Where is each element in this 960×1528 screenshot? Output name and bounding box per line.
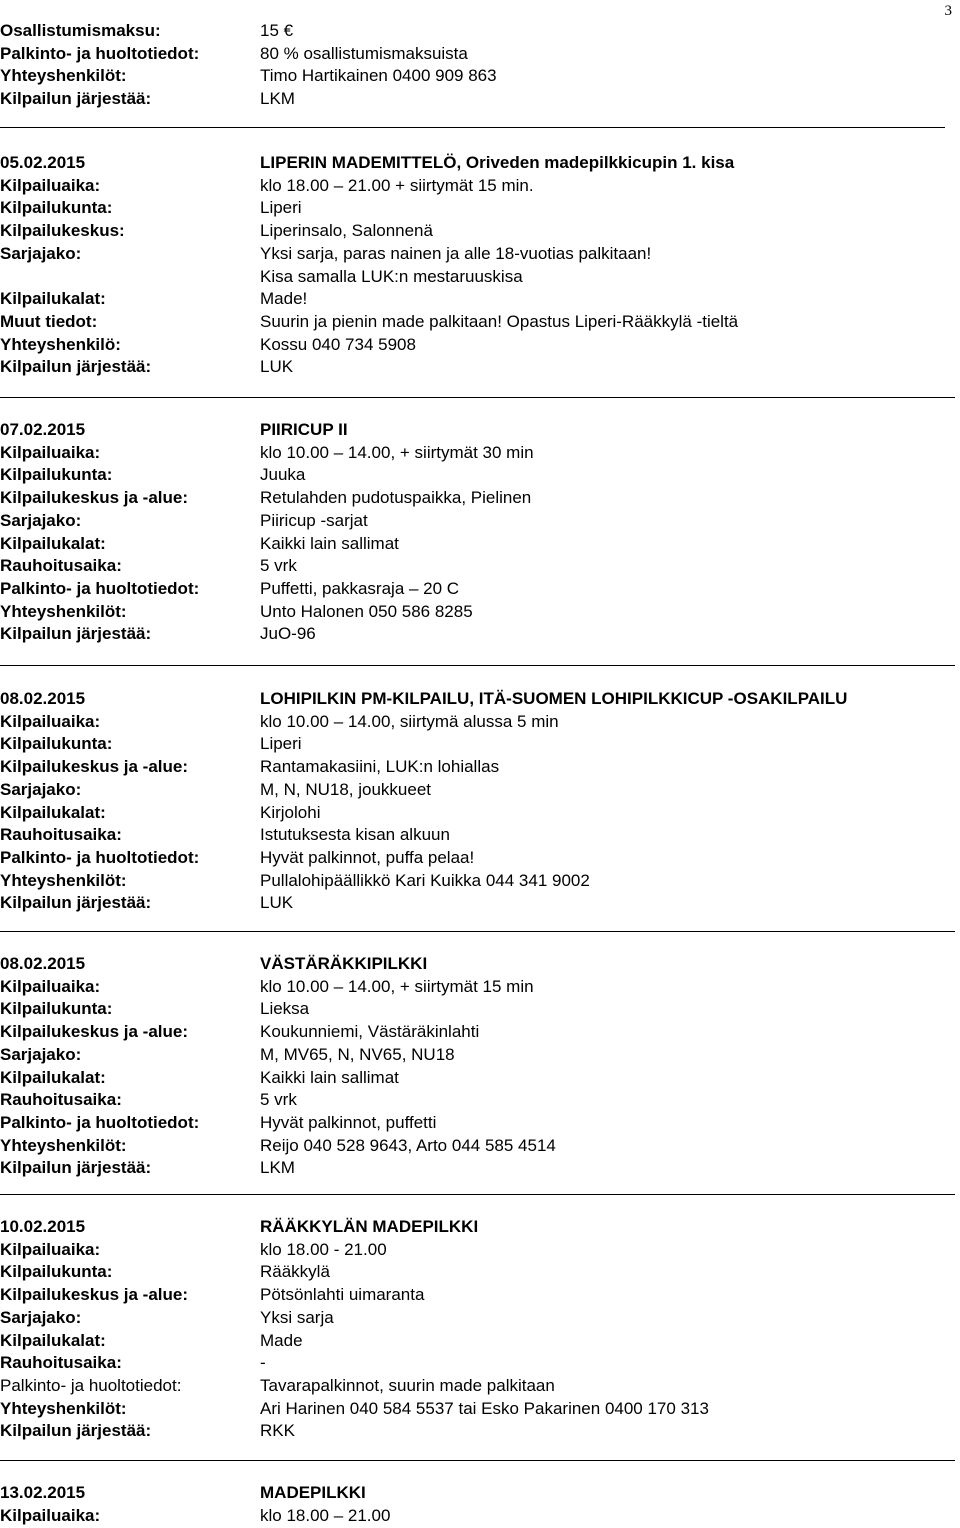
field-row xyxy=(0,1261,330,1284)
field-row xyxy=(0,1067,399,1090)
field-row xyxy=(0,870,590,893)
field-value: 5 vrk xyxy=(260,556,297,576)
field-row xyxy=(0,892,294,915)
field-label: Palkinto- ja huoltotiedot: xyxy=(0,847,200,867)
field-label: Sarjajako: xyxy=(0,510,82,530)
field-row xyxy=(0,20,294,43)
field-row xyxy=(0,1284,425,1307)
field-value: Pullalohipäällikkö Kari Kuikka 044 341 9002 xyxy=(260,870,590,890)
event-heading xyxy=(0,152,735,175)
field-label: Rauhoitusaika: xyxy=(0,1090,122,1110)
section-divider xyxy=(0,665,955,666)
field-label: Palkinto- ja huoltotiedot: xyxy=(0,578,200,598)
field-label: Kilpailukeskus ja -alue: xyxy=(0,1022,189,1042)
field-value: klo 10.00 – 14.00, + siirtymät 15 min xyxy=(260,976,534,996)
field-row xyxy=(0,998,310,1021)
field-row xyxy=(0,1239,387,1262)
field-value: Yksi sarja xyxy=(260,1307,334,1327)
field-row xyxy=(0,847,475,870)
field-row xyxy=(0,1505,391,1528)
field-row xyxy=(0,1330,303,1353)
field-row xyxy=(0,578,460,601)
field-value: Kaikki lain sallimat xyxy=(260,1067,399,1087)
field-label: Kilpailukalat: xyxy=(0,289,106,309)
field-label: Kilpailukalat: xyxy=(0,1067,106,1087)
event-title: RÄÄKKYLÄN MADEPILKKI xyxy=(260,1217,479,1236)
field-value: Rääkkylä xyxy=(260,1262,330,1282)
field-value: Unto Halonen 050 586 8285 xyxy=(260,601,473,621)
field-row xyxy=(0,601,473,624)
field-value: LUK xyxy=(260,357,294,377)
field-value: klo 10.00 – 14.00, siirtymä alussa 5 min xyxy=(260,711,559,731)
event-title: LOHIPILKIN PM-KILPAILU, ITÄ-SUOMEN LOHIPILKKICUP -OSAKILPAILU xyxy=(260,689,848,708)
field-value: Kossu 040 734 5908 xyxy=(260,334,416,354)
field-label: Kilpailukunta: xyxy=(0,999,113,1019)
field-label: Yhteyshenkilöt: xyxy=(0,1135,127,1155)
event-date: 08.02.2015 xyxy=(0,689,86,708)
field-row xyxy=(0,175,534,198)
event-heading xyxy=(0,953,428,976)
field-value: Liperinsalo, Salonnenä xyxy=(260,221,433,241)
field-value: Piiricup -sarjat xyxy=(260,510,368,530)
field-value: Made xyxy=(260,1330,303,1350)
field-value: Koukunniemi, Västäräkinlahti xyxy=(260,1022,480,1042)
field-value: klo 18.00 – 21.00 + siirtymät 15 min. xyxy=(260,175,534,195)
field-value: 5 vrk xyxy=(260,1090,297,1110)
field-value: M, MV65, N, NV65, NU18 xyxy=(260,1044,455,1064)
field-value: Ari Harinen 040 584 5537 tai Esko Pakarinen 0400 170 313 xyxy=(260,1398,709,1418)
event-date: 05.02.2015 xyxy=(0,153,86,172)
event-heading xyxy=(0,1216,479,1239)
field-row xyxy=(0,733,302,756)
field-label: Kilpailukeskus ja -alue: xyxy=(0,1285,189,1305)
field-row xyxy=(0,464,306,487)
field-row xyxy=(0,311,739,334)
event-title: PIIRICUP II xyxy=(260,420,348,439)
field-row xyxy=(0,356,294,379)
field-label: Kilpailukunta: xyxy=(0,1262,113,1282)
field-row xyxy=(0,779,432,802)
field-row xyxy=(0,334,416,357)
field-value: Hyvät palkinnot, puffetti xyxy=(260,1112,437,1132)
field-value: LKM xyxy=(260,89,295,109)
field-row xyxy=(0,1089,297,1112)
page-number: 3 xyxy=(944,3,952,19)
field-label: Kilpailuaika: xyxy=(0,442,101,462)
field-label: Kilpailuaika: xyxy=(0,175,101,195)
field-label: Kilpailukunta: xyxy=(0,734,113,754)
event-heading xyxy=(0,419,348,442)
field-row xyxy=(0,1157,295,1180)
field-label: Sarjajako: xyxy=(0,1307,82,1327)
field-value: JuO-96 xyxy=(260,624,316,644)
field-value: Kisa samalla LUK:n mestaruuskisa xyxy=(260,266,523,286)
field-value: Pötsönlahti uimaranta xyxy=(260,1285,425,1305)
field-value: Hyvät palkinnot, puffa pelaa! xyxy=(260,847,475,867)
field-value: Timo Hartikainen 0400 909 863 xyxy=(260,66,497,86)
field-value: Istutuksesta kisan alkuun xyxy=(260,825,450,845)
field-label: Yhteyshenkilö: xyxy=(0,334,121,354)
event-heading xyxy=(0,688,848,711)
field-row xyxy=(0,487,532,510)
section-divider xyxy=(0,1194,955,1195)
field-value: klo 18.00 – 21.00 xyxy=(260,1505,391,1525)
field-row xyxy=(0,288,308,311)
field-value: Liperi xyxy=(260,198,302,218)
field-row xyxy=(0,533,399,556)
event-date: 08.02.2015 xyxy=(0,954,86,973)
field-label: Palkinto- ja huoltotiedot: xyxy=(0,1112,200,1132)
field-value: Lieksa xyxy=(260,999,310,1019)
field-value: klo 10.00 – 14.00, + siirtymät 30 min xyxy=(260,442,534,462)
field-label: Rauhoitusaika: xyxy=(0,825,122,845)
field-label: Kilpailun järjestää: xyxy=(0,1421,152,1441)
field-value: Juuka xyxy=(260,465,306,485)
field-label: Kilpailun järjestää: xyxy=(0,89,152,109)
field-label: Osallistumismaksu: xyxy=(0,21,161,40)
field-value: 15 € xyxy=(260,21,294,40)
field-value: Yksi sarja, paras nainen ja alle 18-vuotias palkitaan! xyxy=(260,243,652,263)
field-label: Kilpailun järjestää: xyxy=(0,357,152,377)
field-label: Kilpailukeskus ja -alue: xyxy=(0,488,189,508)
field-label: Kilpailukalat: xyxy=(0,802,106,822)
field-label: Kilpailun järjestää: xyxy=(0,893,152,913)
field-value: M, N, NU18, joukkueet xyxy=(260,779,432,799)
event-title: MADEPILKKI xyxy=(260,1483,366,1502)
field-label: Rauhoitusaika: xyxy=(0,1353,122,1373)
field-label: Kilpailuaika: xyxy=(0,1239,101,1259)
field-label: Rauhoitusaika: xyxy=(0,556,122,576)
field-label: Yhteyshenkilöt: xyxy=(0,66,127,86)
event-title: VÄSTÄRÄKKIPILKKI xyxy=(260,954,428,973)
event-heading xyxy=(0,1482,366,1505)
field-row xyxy=(0,1375,555,1398)
field-label: Kilpailun järjestää: xyxy=(0,1158,152,1178)
field-label: Sarjajako: xyxy=(0,1044,82,1064)
field-label: Yhteyshenkilöt: xyxy=(0,601,127,621)
section-divider xyxy=(0,1460,955,1461)
field-row xyxy=(0,510,368,533)
field-value: LUK xyxy=(260,893,294,913)
field-label: Kilpailuaika: xyxy=(0,1505,101,1525)
field-row xyxy=(0,43,468,66)
field-label: Kilpailukunta: xyxy=(0,465,113,485)
field-row xyxy=(0,1420,295,1443)
event-date: 13.02.2015 xyxy=(0,1483,86,1502)
field-row xyxy=(0,756,500,779)
field-value: LKM xyxy=(260,1158,295,1178)
field-value: Made! xyxy=(260,289,308,309)
field-value: Tavarapalkinnot, suurin made palkitaan xyxy=(260,1375,555,1395)
event-date: 10.02.2015 xyxy=(0,1217,86,1236)
field-label: Palkinto- ja huoltotiedot: xyxy=(0,43,200,63)
field-row xyxy=(0,197,302,220)
field-row xyxy=(0,1044,455,1067)
field-row xyxy=(0,1021,480,1044)
section-divider xyxy=(0,397,955,398)
field-label: Sarjajako: xyxy=(0,779,82,799)
field-row xyxy=(0,1112,437,1135)
field-row xyxy=(0,1352,266,1375)
field-row xyxy=(0,976,534,999)
field-value: Suurin ja pienin made palkitaan! Opastus Liperi-Rääkkylä -tieltä xyxy=(260,311,739,331)
field-label: Yhteyshenkilöt: xyxy=(0,870,127,890)
field-label: Palkinto- ja huoltotiedot: xyxy=(0,1375,182,1395)
field-label: Kilpailukunta: xyxy=(0,198,113,218)
field-label: Kilpailukalat: xyxy=(0,533,106,553)
field-value: klo 18.00 - 21.00 xyxy=(260,1239,387,1259)
field-row xyxy=(0,555,297,578)
field-value: Reijo 040 528 9643, Arto 044 585 4514 xyxy=(260,1135,556,1155)
field-value: Retulahden pudotuspaikka, Pielinen xyxy=(260,488,532,508)
field-value: Rantamakasiini, LUK:n lohiallas xyxy=(260,757,500,777)
field-row xyxy=(0,243,652,266)
field-row xyxy=(0,824,450,847)
field-row xyxy=(0,802,321,825)
field-row xyxy=(0,1135,556,1158)
field-row xyxy=(0,1398,709,1421)
field-label: Muut tiedot: xyxy=(0,311,98,331)
field-label: Sarjajako: xyxy=(0,243,82,263)
field-value: RKK xyxy=(260,1421,295,1441)
field-label: Kilpailukeskus: xyxy=(0,221,125,241)
field-row xyxy=(0,88,295,111)
field-row xyxy=(0,711,559,734)
field-row xyxy=(0,442,534,465)
field-label: Kilpailukalat: xyxy=(0,1330,106,1350)
event-date: 07.02.2015 xyxy=(0,420,86,439)
field-label: Kilpailuaika: xyxy=(0,711,101,731)
field-label: Kilpailun järjestää: xyxy=(0,624,152,644)
event-title: LIPERIN MADEMITTELÖ, Oriveden madepilkkicupin 1. kisa xyxy=(260,153,735,172)
field-value: 80 % osallistumismaksuista xyxy=(260,43,468,63)
field-value: Puffetti, pakkasraja – 20 C xyxy=(260,578,460,598)
field-value: - xyxy=(260,1353,266,1373)
field-value: Kaikki lain sallimat xyxy=(260,533,399,553)
field-value: Kirjolohi xyxy=(260,802,321,822)
section-divider xyxy=(0,931,955,932)
field-row xyxy=(0,65,497,88)
field-value: Liperi xyxy=(260,734,302,754)
field-row xyxy=(0,220,433,243)
field-row xyxy=(0,623,316,646)
field-label: Yhteyshenkilöt: xyxy=(0,1398,127,1418)
section-divider xyxy=(0,127,945,128)
field-label: Kilpailuaika: xyxy=(0,976,101,996)
field-label: Kilpailukeskus ja -alue: xyxy=(0,757,189,777)
field-row xyxy=(0,1307,334,1330)
